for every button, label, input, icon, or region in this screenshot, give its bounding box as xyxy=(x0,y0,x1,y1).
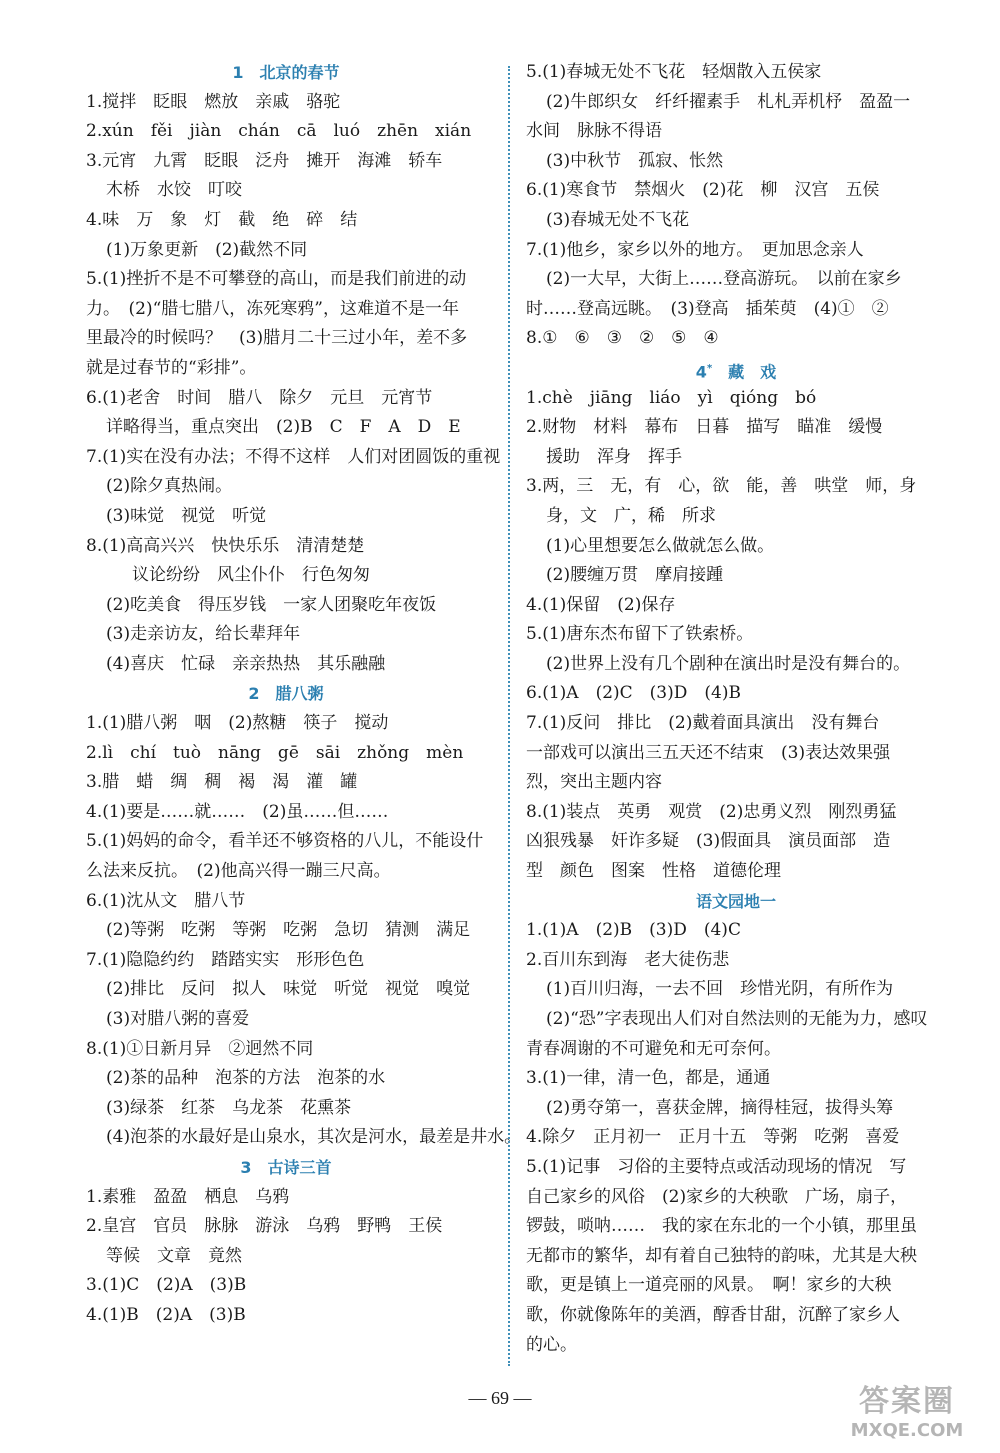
answer-line: (4)泡茶的水最好是山泉水，其次是河水，最差是井水。 xyxy=(106,1127,522,1148)
page-number: — 69 — xyxy=(468,1388,532,1408)
answer-line: 歌，你就像陈年的美酒，醇香甘甜，沉醉了家乡人 xyxy=(526,1304,900,1325)
answer-line: (2)排比 反问 拟人 味觉 听觉 视觉 嗅觉 xyxy=(106,979,471,1000)
answer-line: (1)万象更新 (2)截然不同 xyxy=(106,239,308,260)
answer-line: (4)喜庆 忙碌 亲亲热热 其乐融融 xyxy=(106,653,386,674)
answer-line: 8.① ⑥ ③ ② ⑤ ④ xyxy=(526,328,719,349)
answer-line: 3.两，三 无，有 心，欲 能，善 哄堂 师，身 xyxy=(526,476,917,497)
answer-line: 自己家乡的风俗 (2)家乡的大秧歌 广场，扇子， xyxy=(526,1186,908,1207)
answer-line: 2.财物 材料 幕布 日暮 描写 瞄准 缓慢 xyxy=(526,417,883,438)
answer-line: 7.(1)实在没有办法；不得不这样 人们对团圆饭的重视 xyxy=(86,446,501,467)
answer-line: (2)吃美食 得压岁钱 一家人团聚吃年夜饭 xyxy=(106,594,437,615)
answer-line: (1)心里想要怎么做就怎么做。 xyxy=(546,535,775,556)
watermark-url: MXQE.COM xyxy=(850,1420,964,1441)
answer-line: 锣鼓，唢呐…… 我的家在东北的一个小镇，那里虽 xyxy=(526,1216,917,1237)
answer-line: 8.(1)高高兴兴 快快乐乐 清清楚楚 xyxy=(86,535,365,556)
answer-line: 一部戏可以演出三五天还不结束 (3)表达效果强 xyxy=(526,742,891,763)
answer-line: 2.百川东到海 老大徒伤悲 xyxy=(526,949,730,970)
answer-line: 里最冷的时候吗？ (3)腊月二十三过小年，差不多 xyxy=(86,328,468,349)
answer-line: 3.(1)一律，清一色，都是，通通 xyxy=(526,1068,771,1089)
section-heading: 3 古诗三首 xyxy=(240,1157,332,1177)
answer-line: 4.味 万 象 灯 截 绝 碎 结 xyxy=(86,209,358,230)
answer-line: 4.(1)要是……就…… (2)虽……但…… xyxy=(86,801,389,822)
answer-line: 议论纷纷 风尘仆仆 行色匆匆 xyxy=(132,565,370,586)
section-heading: 1 北京的春节 xyxy=(232,63,340,82)
answer-line: 6.(1)老舍 时间 腊八 除夕 元旦 元宵节 xyxy=(86,387,433,408)
answer-line: (2)除夕真热闹。 xyxy=(106,476,233,497)
answer-line: 无都市的繁华，却有着自己独特的韵味，尤其是大秧 xyxy=(526,1245,917,1266)
answer-line: 7.(1)隐隐约约 踏踏实实 形形色色 xyxy=(86,949,365,970)
answer-line: (2)“恐”字表现出人们对自然法则的无能为力，感叹 xyxy=(546,1009,928,1029)
answer-line: (1)百川归海，一去不回 珍惜光阴，有所作为 xyxy=(546,979,894,1000)
column-divider xyxy=(508,66,510,1366)
answer-line: 青春凋谢的不可避免和无可奈何。 xyxy=(526,1038,781,1059)
answer-line: (2)等粥 吃粥 等粥 吃粥 急切 猜测 满足 xyxy=(106,920,471,941)
answer-line: 5.(1)挫折不是不可攀登的高山，而是我们前进的动 xyxy=(86,269,467,290)
answer-line: 8.(1)装点 英勇 观赏 (2)忠勇义烈 刚烈勇猛 xyxy=(526,801,897,822)
answer-line: 4.(1)保留 (2)保存 xyxy=(526,594,676,615)
answer-line: 5.(1)唐东杰布留下了铁索桥。 xyxy=(526,624,754,645)
answer-line: 2.xún fěi jiàn chán cā luó zhēn xián xyxy=(86,121,472,142)
answer-line: 4.(1)B (2)A (3)B xyxy=(86,1304,246,1325)
answer-line: 8.(1)①日新月异 ②迥然不同 xyxy=(86,1038,314,1059)
answer-line: 3.腊 蜡 绸 稠 褐 渴 灌 罐 xyxy=(86,772,358,793)
answer-line: (2)牛郎织女 纤纤擢素手 札札弄机杼 盈盈一 xyxy=(546,91,911,112)
answer-line: 烈，突出主题内容 xyxy=(526,772,662,793)
answer-line: 援助 浑身 挥手 xyxy=(546,446,682,467)
answer-line: (3)中秋节 孤寂、怅然 xyxy=(546,150,724,171)
answer-line: 2.lì chí tuò nāng gē sāi zhǒng mèn xyxy=(86,742,464,763)
answer-line: (3)味觉 视觉 听觉 xyxy=(106,505,267,526)
answer-line: 歌，更是镇上一道亮丽的风景。 啊！家乡的大秧 xyxy=(526,1275,892,1296)
answer-line: 5.(1)春城无处不飞花 轻烟散入五侯家 xyxy=(526,62,822,82)
answer-line: 3.元宵 九霄 眨眼 泛舟 摊开 海滩 轿车 xyxy=(86,150,443,171)
answer-line: (2)世界上没有几个剧种在演出时是没有舞台的。 xyxy=(546,653,911,674)
answer-line: 6.(1)沈从文 腊八节 xyxy=(86,890,246,911)
answer-line: 7.(1)他乡，家乡以外的地方。 更加思念亲人 xyxy=(526,239,864,260)
answer-line: 1.素雅 盈盈 栖息 乌鸦 xyxy=(86,1186,290,1207)
answer-line: (2)腰缠万贯 摩肩接踵 xyxy=(546,565,724,586)
answer-line: 水间 脉脉不得语 xyxy=(526,121,662,142)
answer-line: 4.除夕 正月初一 正月十五 等粥 吃粥 喜爱 xyxy=(526,1127,900,1148)
answer-line: (2)一大早，大街上……登高游玩。 以前在家乡 xyxy=(546,269,902,290)
answer-line: 1.(1)腊八粥 咽 (2)熬糖 筷子 搅动 xyxy=(86,713,389,734)
answer-line: (2)茶的品种 泡茶的方法 泡茶的水 xyxy=(106,1068,386,1089)
answer-line: 的心。 xyxy=(526,1334,577,1355)
answer-line: 1.(1)A (2)B (3)D (4)C xyxy=(526,920,741,941)
watermark-text: 答案圈 xyxy=(859,1384,955,1419)
answer-column-left xyxy=(86,58,522,1331)
answer-line: 7.(1)反问 排比 (2)戴着面具演出 没有舞台 xyxy=(526,713,880,734)
answer-line: 6.(1)寒食节 禁烟火 (2)花 柳 汉宫 五侯 xyxy=(526,180,880,201)
answer-line: 么法来反抗。 (2)他高兴得一蹦三尺高。 xyxy=(86,861,391,882)
answer-line: (3)对腊八粥的喜爱 xyxy=(106,1009,250,1029)
answer-line: 5.(1)记事 习俗的主要特点或活动现场的情况 写 xyxy=(526,1156,907,1177)
answer-line: 型 颜色 图案 性格 道德伦理 xyxy=(526,861,781,882)
section-heading: 4* 藏 戏 xyxy=(695,362,777,382)
answer-line: (3)绿茶 红茶 乌龙茶 花熏茶 xyxy=(106,1097,352,1118)
answer-line: 时……登高远眺。 (3)登高 插茱萸 (4)① ② xyxy=(526,298,889,319)
answer-line: 3.(1)C (2)A (3)B xyxy=(86,1275,247,1296)
answer-line: 身，文 广，稀 所求 xyxy=(546,505,716,526)
answer-line: 凶狠残暴 奸诈多疑 (3)假面具 演员面部 造 xyxy=(526,831,891,852)
answer-line: 1.chè jiāng liáo yì qióng bó xyxy=(526,387,817,408)
answer-line: (2)勇夺第一，喜获金牌，摘得桂冠，拔得头筹 xyxy=(546,1097,894,1118)
optional-lesson-star-icon: * xyxy=(706,362,713,374)
answer-line: 5.(1)妈妈的命令，看羊还不够资格的八儿，不能设什 xyxy=(86,831,484,852)
answer-line: 详略得当，重点突出 (2)B C F A D E xyxy=(106,417,461,438)
answer-line: (3)春城无处不飞花 xyxy=(546,209,690,230)
answer-line: 等候 文章 竟然 xyxy=(106,1245,242,1266)
answer-line: 就是过春节的“彩排”。 xyxy=(86,357,257,378)
answer-column-right xyxy=(526,58,946,1360)
answer-line: 2.皇宫 官员 脉脉 游泳 乌鸦 野鸭 王侯 xyxy=(86,1216,443,1237)
answer-line: 1.搅拌 眨眼 燃放 亲戚 骆驼 xyxy=(86,91,341,112)
answer-line: 力。 (2)“腊七腊八，冻死寒鸦”，这难道不是一年 xyxy=(86,298,459,319)
watermark-logo xyxy=(832,1383,982,1445)
section-heading: 2 腊八粥 xyxy=(248,684,324,704)
answer-line: 木桥 水饺 叮咬 xyxy=(106,180,242,201)
section-heading: 语文园地一 xyxy=(695,891,776,911)
answer-line: (3)走亲访友，给长辈拜年 xyxy=(106,624,301,645)
answer-line: 6.(1)A (2)C (3)D (4)B xyxy=(526,683,741,704)
